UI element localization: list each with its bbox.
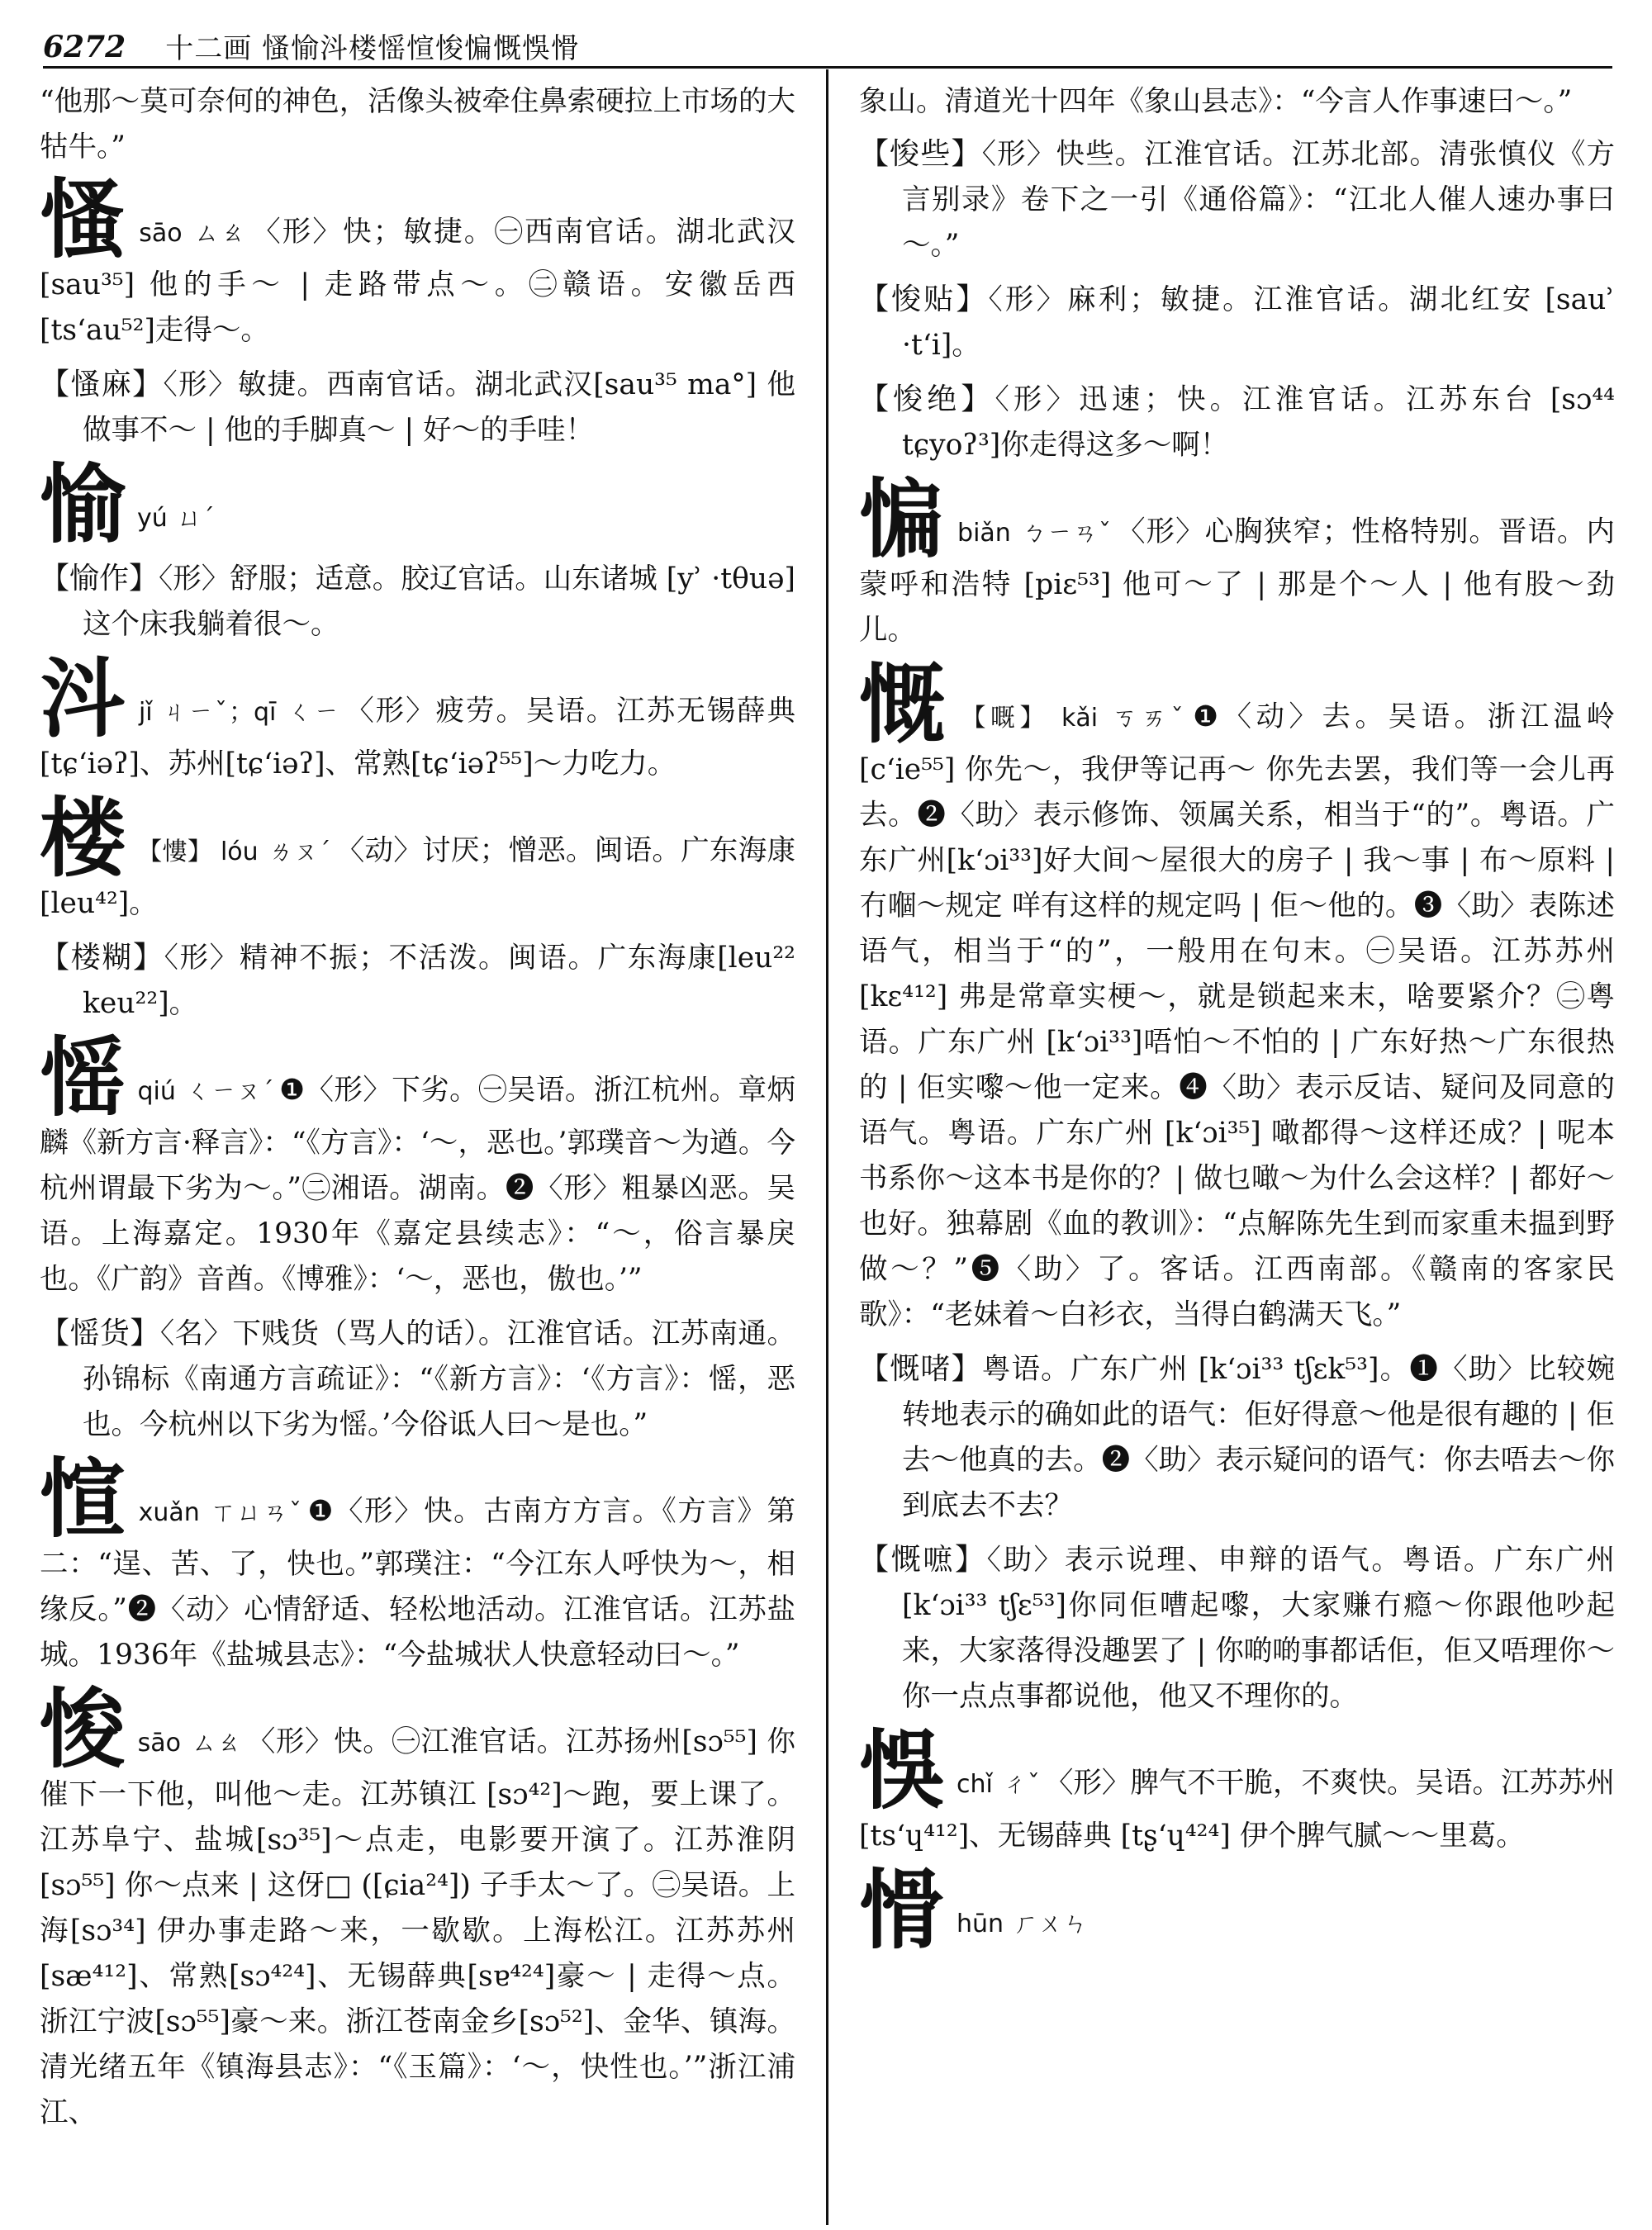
definition: ❶〈形〉快。古南方方言。《方言》第二：“逞、苦、了，快也。”郭璞注：“今江东人呼快为～，相缘反。”❷〈动〉心情舒适、轻松地活动。江淮官话。江苏盐城。1936年《盐城县志》：“今盐城状人快意轻动曰～。”	[40, 1495, 795, 1672]
headword-char: 慨	[859, 653, 950, 755]
definition: ❶〈形〉下劣。㊀吴语。浙江杭州。章炳麟《新方言·释言》：“《方言》：‘～，恶也。’郭璞音～为遒。今杭州谓最下劣为～。”㊁湘语。湖南。❷〈形〉粗暴凶恶。吴语。上海嘉定。1930年《嘉定县续志》：“～，俗言暴戾也。《广韵》音酋。《博雅》：‘～，恶也，傲也。’”	[40, 1074, 795, 1296]
subentry-definition: 〈名〉下贱货（骂人的话）。江淮官话。江苏南通。孙锦标《南通方言疏证》：“《新方言》：‘《方言》：愮，恶也。今杭州以下劣为愮。’今俗诋人曰～是也。”	[83, 1317, 795, 1441]
pinyin: xuǎn	[138, 1498, 200, 1527]
page-number: 6272	[43, 30, 126, 65]
entry-xuan	[40, 1448, 795, 1678]
entry-ji	[40, 648, 795, 787]
subentry-definition: 〈形〉舒服；适意。胶辽官话。山东诸城 [yʾ ·tθuə]这个床我躺着很～。	[83, 562, 795, 641]
headword-char: 慅	[40, 168, 128, 270]
subentry-lou-hu	[40, 935, 795, 1027]
subentry-kai-zhe	[859, 1537, 1615, 1720]
definition: 〈形〉快；敏捷。㊀西南官话。湖北武汉[sau³⁵] 他的手～ | 走路带点～。㊁赣语。安徽岳西[tsʻau⁵²]走得～。	[40, 216, 795, 347]
entry-yu	[40, 453, 795, 555]
entry-sao-2	[40, 1678, 795, 2136]
column-divider	[826, 69, 828, 2225]
subentry-sao-xie	[859, 131, 1615, 268]
pinyin: qiú	[137, 1077, 176, 1106]
zhuyin: ㄌㄡˊ	[268, 837, 331, 866]
subentry-sao-tie	[859, 277, 1615, 368]
definition: 〈形〉脾气不干脆，不爽快。吴语。江苏苏州[tsʻɥ⁴¹²]、无锡薛典 [tʂʻɥ⁴²⁴] 伊个脾气腻～～里葛。	[859, 1767, 1615, 1853]
zhuyin: ㄙㄠ	[190, 1729, 242, 1758]
continuation-text: 象山。清道光十四年《象山县志》：“今言人作事速曰～。”	[859, 85, 1573, 118]
subentry-word: 【楼糊】	[40, 941, 164, 975]
headword-char: 愮	[40, 1027, 126, 1128]
subentry-word: 【慨啫】	[859, 1352, 982, 1386]
headword-char: 悞	[859, 1720, 946, 1821]
definition: 〈动〉讨厌；憎恶。闽语。广东海康[leu⁴²]。	[40, 834, 795, 920]
subentry-word: 【悛些】	[859, 137, 982, 171]
subentry-word: 【慅麻】	[40, 368, 164, 401]
subentry-word: 【悛绝】	[859, 382, 995, 416]
pinyin: biǎn	[957, 519, 1011, 548]
pinyin: hūn	[957, 1910, 1004, 1938]
right-column	[859, 79, 1615, 2223]
entry-qiu	[40, 1027, 795, 1302]
pinyin: sāo	[139, 219, 183, 248]
subentry-yu-zuo	[40, 556, 795, 648]
entry-chi	[859, 1720, 1615, 1859]
subentry-word: 【愉作】	[40, 562, 159, 595]
pinyin: chǐ	[957, 1770, 993, 1799]
subentry-definition: 粤语。广东广州 [kʻɔi³³ tʃɛk⁵³]。❶〈助〉比较婉转地表示的确如此的语气：佢好得意～他是很有趣的 | 佢去～他真的去。❷〈助〉表示疑问的语气：你去唔去～你到底去不去？	[902, 1353, 1615, 1522]
subentry-definition: 〈形〉麻利；敏捷。江淮官话。湖北红安 [sauʾ ·tʻi]。	[902, 283, 1615, 362]
header-rule	[43, 66, 1612, 69]
zhuyin: ㄑㄧㄡˊ	[185, 1077, 275, 1106]
zhuyin: ㄎㄞˇ	[1108, 704, 1189, 733]
definition: 〈形〉快。㊀江淮官话。江苏扬州[sɔ⁵⁵] 你催下一下他，叫他～走。江苏镇江 [sɔ⁴²]～跑，要上课了。江苏阜宁、盐城[sɔ³⁵]～点走，电影要开演了。江苏淮阴 [sɔ⁵⁵] 你～点来 | 这伢□ ([ɕia²⁴]) 子手太～了。㊁吴语。上海[sɔ³⁴] 伊办事走路～来，一歇歇。上海松江。江苏苏州[sæ⁴¹²]、常熟[sɔ⁴²⁴]、无锡薛典[sɐ⁴²⁴]豪～ | 走得～点。浙江宁波[sɔ⁵⁵]豪～来。浙江苍南金乡[sɔ⁵²]、金华、镇海。清光绪五年《镇海县志》：“《玉篇》：‘～，快性也。’”浙江浦江、	[40, 1725, 795, 2129]
zhuyin: ㄏㄨㄣ	[1014, 1910, 1089, 1938]
running-title: 十二画 慅愉㳆楼愮愃悛惼慨悞愲	[165, 31, 581, 65]
zhuyin: ㄔˇ	[1002, 1770, 1040, 1799]
subentry-definition: 〈形〉精神不振；不活泼。闽语。广东海康[leu²² keu²²]。	[83, 942, 795, 1020]
subentry-sao-jue	[859, 377, 1615, 468]
definition: 〈形〉心胸狭窄；性格特别。晋语。内蒙呼和浩特 [piɛ⁵³] 他可～了 | 那是个～人 | 他有股～劲儿。	[859, 515, 1615, 647]
headword-char: 愲	[859, 1859, 946, 1961]
subentry-word: 【悛贴】	[859, 282, 989, 316]
entry-sao	[40, 168, 795, 353]
headword-char: 楼	[40, 787, 126, 889]
entry-kai	[859, 653, 1615, 1338]
zhuyin: ㄩˊ	[177, 504, 215, 533]
headword-char: 愉	[40, 453, 126, 555]
zhuyin: ㄅㄧㄢˇ	[1020, 519, 1112, 548]
zhuyin: ㄙㄠ	[192, 219, 248, 248]
subentry-definition: 〈形〉快些。江淮官话。江苏北部。清张慎仪《方言别录》卷下之一引《通俗篇》：“江北人催人速办事曰～。”	[902, 138, 1615, 262]
subentry-definition: 〈形〉敏捷。西南官话。湖北武汉[sau³⁵ ma°] 他做事不～ | 他的手脚真～ | 好～的手哇！	[83, 368, 795, 447]
subentry-qiu-huo	[40, 1311, 795, 1448]
pinyin: jǐ ㄐㄧˇ；qī	[138, 698, 277, 727]
left-column	[40, 79, 795, 2223]
entry-lou	[40, 787, 795, 927]
pinyin: yú	[137, 504, 168, 533]
subentry-word: 【愮货】	[40, 1317, 160, 1350]
zhuyin: ㄒㄩㄢˇ	[209, 1498, 303, 1527]
headword-char: 愃	[40, 1448, 127, 1549]
page-header	[43, 15, 1612, 64]
pinyin: sāo	[137, 1729, 181, 1758]
pinyin: 【慺】 lóu	[137, 837, 259, 866]
subentry-word: 【慨嗻】	[859, 1543, 987, 1577]
headword-char: 惼	[859, 468, 947, 570]
pinyin: 【嘅】 kǎi	[961, 704, 1099, 733]
entry-bian	[859, 468, 1615, 653]
headword-char: 㳆	[40, 648, 127, 749]
definition: 〈形〉疲劳。吴语。江苏无锡薛典[tɕʻiəʔ]、苏州[tɕʻiəʔ]、常熟[tɕʻiəʔ⁵⁵]～力吃力。	[40, 695, 795, 780]
subentry-definition: 〈助〉表示说理、申辩的语气。粤语。广东广州 [kʻɔi³³ tʃɛ⁵³]你同佢嘈起嚟，大家赚冇瘾～你跟他吵起来，大家落得没趣罢了 | 你啲啲事都话佢，佢又唔理你～你一点点事都说他，他又不理你的。	[902, 1544, 1615, 1713]
subentry-kai-ze	[859, 1346, 1615, 1529]
subentry-sao-ma	[40, 362, 795, 453]
definition: ❶〈动〉去。吴语。浙江温岭[cʻie⁵⁵] 你先～，我伊等记再～ 你先去罢，我们等一会儿再去。❷〈助〉表示修饰、领属关系，相当于“的”。粤语。广东广州[kʻɔi³³]好大间～屋很大的房子 | 我～事 | 布～原料 | 冇嗰～规定 咩有这样的规定吗 | 佢～他的。❸〈助〉表陈述语气，相当于“的”，一般用在句末。㊀吴语。江苏苏州 [kɛ⁴¹²] 弗是常章实梗～，就是锁起来末，啥要紧介？㊁粤语。广东广州 [kʻɔi³³]唔怕～不怕的 | 广东好热～广东很热的 | 佢实嚟～他一定来。❹〈助〉表示反诘、疑问及同意的语气。粤语。广东广州 [kʻɔi³⁵] 噉都得～这样还成？| 呢本书系你～这本书是你的？| 做乜噉～为什么会这样？| 都好～也好。独幕剧《血的教训》：“点解陈先生到而家重未揾到野做～？”❺〈助〉了。客话。江西南部。《赣南的客家民歌》：“老妹着～白衫衣，当得白鹤满天飞。”	[859, 700, 1615, 1331]
zhuyin: ㄑㄧ	[286, 698, 341, 727]
entry-hun	[859, 1859, 1615, 1961]
subentry-definition: 〈形〉迅速；快。江淮官话。江苏东台 [sɔ⁴⁴ tɕyoʔ³]你走得这多～啊！	[902, 383, 1615, 462]
continuation-text: “他那～莫可奈何的神色，活像头被牵住鼻索硬拉上市场的大牯牛。”	[40, 85, 795, 164]
headword-char: 悛	[40, 1678, 126, 1780]
